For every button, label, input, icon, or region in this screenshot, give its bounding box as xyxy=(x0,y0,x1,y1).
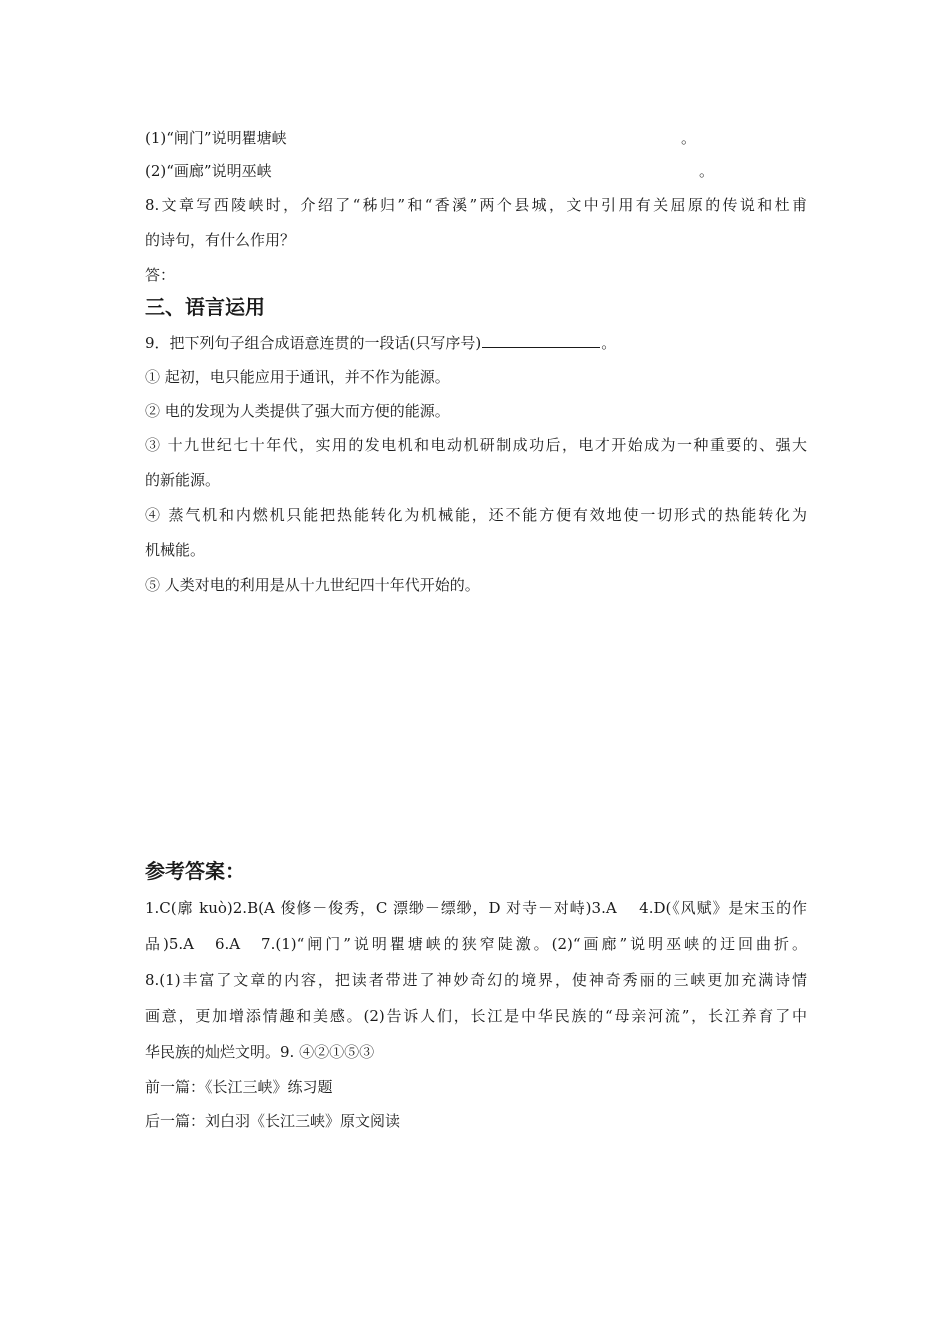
q7-sub2: (2)“画廊”说明巫峡 xyxy=(145,162,272,180)
answers-line2: 品)5.A 6.A 7.(1)“闸门”说明瞿塘峡的狭窄陡激。(2)“画廊”说明巫峡的迂回曲折。 xyxy=(145,935,807,953)
q8-answer-label: 答： xyxy=(145,266,176,284)
q9-sentence-3-line1: ③ 十九世纪七十年代，实用的发电机和电动机研制成功后，电才开始成为一种重要的、强大 xyxy=(145,436,807,454)
q9-sentence-5: ⑤ 人类对电的利用是从十九世纪四十年代开始的。 xyxy=(145,576,480,594)
q9-prompt xyxy=(145,333,616,353)
prev-article-link[interactable]: 前一篇：《长江三峡》练习题 xyxy=(145,1078,333,1096)
q9-sentence-3-line2: 的新能源。 xyxy=(145,471,221,489)
answers-line5: 华民族的灿烂文明。9. ④②①⑤③ xyxy=(145,1043,375,1061)
q7-sub1-period: 。 xyxy=(681,129,697,147)
q8-line2: 的诗句，有什么作用？ xyxy=(145,231,296,249)
q7-sub2-period: 。 xyxy=(699,162,715,180)
q9-sentence-2: ② 电的发现为人类提供了强大而方便的能源。 xyxy=(145,402,450,420)
q7-sub1: (1)“闸门”说明瞿塘峡 xyxy=(145,129,287,147)
q9-answer-blank xyxy=(482,333,600,348)
q9-prompt-text: 9．把下列句子组合成语意连贯的一段话(只写序号) xyxy=(145,334,482,352)
q9-sentence-4-line1: ④ 蒸气机和内燃机只能把热能转化为机械能，还不能方便有效地使一切形式的热能转化为 xyxy=(145,506,807,524)
answers-line4: 画意，更加增添情趣和美感。(2)告诉人们，长江是中华民族的“母亲河流”，长江养育了中 xyxy=(145,1007,807,1025)
answers-line1: 1.C(廓 kuò)2.B(A 俊修－俊秀，C 漂缈－缥缈，D 对寺－对峙)3.A 4.D(《风赋》是宋玉的作 xyxy=(145,899,807,917)
q9-sentence-1: ① 起初，电只能应用于通讯，并不作为能源。 xyxy=(145,368,450,386)
next-article-link[interactable]: 后一篇：刘白羽《长江三峡》原文阅读 xyxy=(145,1112,401,1130)
answers-heading: 参考答案： xyxy=(145,859,245,883)
answers-line3: 8.(1)丰富了文章的内容，把读者带进了神妙奇幻的境界，使神奇秀丽的三峡更加充满诗情 xyxy=(145,971,807,989)
q9-prompt-period: 。 xyxy=(601,334,617,352)
q8-line1: 8.文章写西陵峡时，介绍了“秭归”和“香溪”两个县城，文中引用有关屈原的传说和杜甫 xyxy=(145,196,807,214)
section-heading-language-use: 三、语言运用 xyxy=(145,295,265,319)
q9-sentence-4-line2: 机械能。 xyxy=(145,541,206,559)
